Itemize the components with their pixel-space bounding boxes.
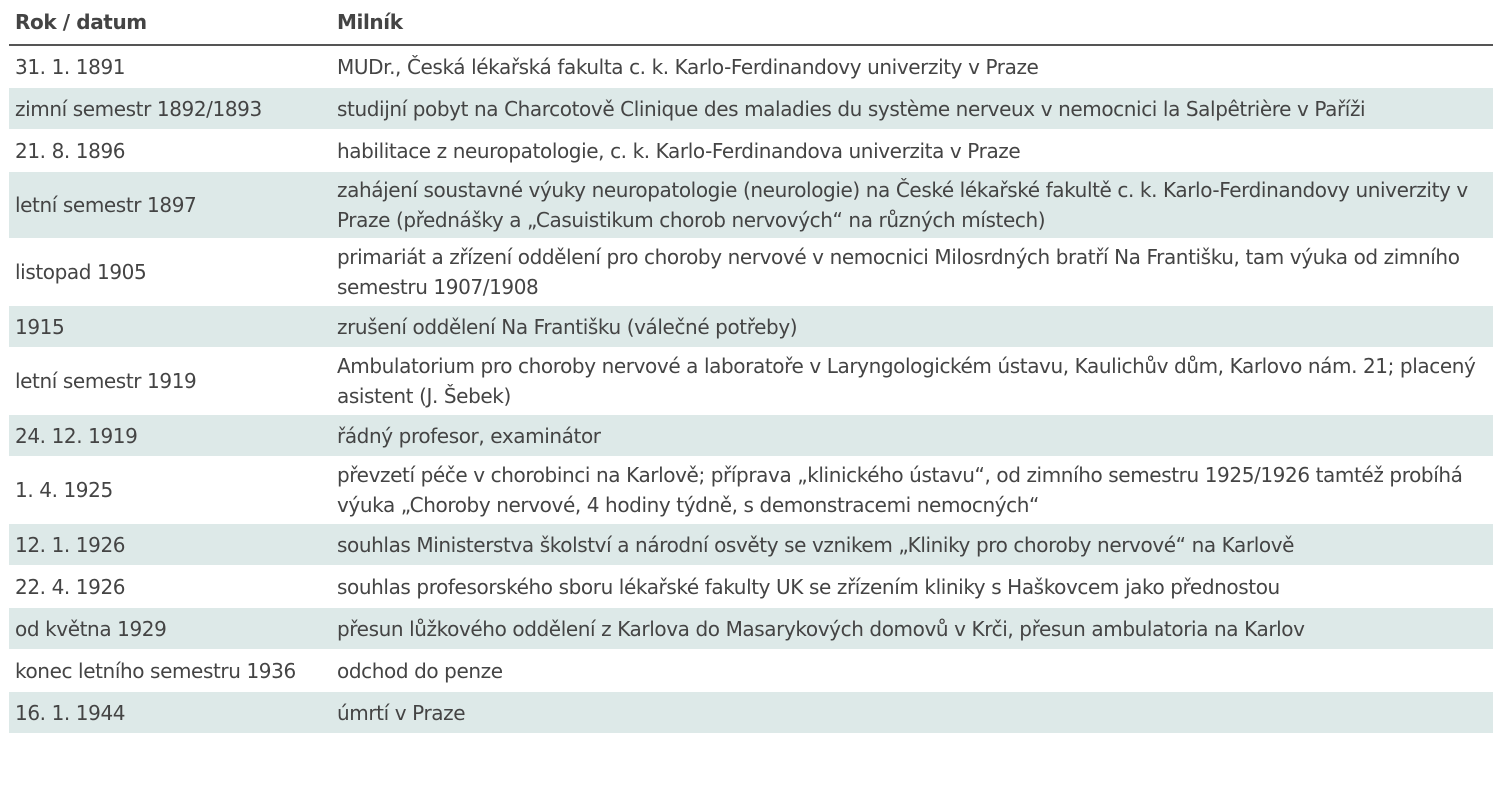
milestone-cell: zahájení soustavné výuky neuropatologie (neurologie) na České lékařské fakultě c. k. Karlo-Ferdinandovy univerzity v Praze (přednášky a „Casuistikum chorob nervových“ na různých místech) [329,172,1493,239]
milestones-table [9,0,1493,733]
header-row [9,0,1493,45]
milestone-cell: převzetí péče v chorobinci na Karlově; příprava „klinického ústavu“, od zimního semestru 1925/1926 tamtéž probíhá výuka „Choroby nervové, 4 hodiny týdně, s demonstracemi nemocných“ [329,457,1493,524]
table-row [9,566,1493,608]
milestone-cell: přesun lůžkového oddělení z Karlova do Masarykových domovů v Krči, přesun ambulatoria na Karlov [329,608,1493,650]
table-row [9,608,1493,650]
date-cell: od května 1929 [9,608,329,650]
milestone-cell: MUDr., Česká lékařská fakulta c. k. Karlo-Ferdinandovy univerzity v Praze [329,45,1493,88]
date-cell: 22. 4. 1926 [9,566,329,608]
table-row [9,457,1493,524]
table-row [9,239,1493,306]
date-cell: zimní semestr 1892/1893 [9,88,329,130]
milestone-cell: řádný profesor, examinátor [329,415,1493,457]
milestone-cell: odchod do penze [329,650,1493,692]
milestone-cell: úmrtí v Praze [329,692,1493,734]
milestone-cell: souhlas Ministerstva školství a národní osvěty se vznikem „Kliniky pro choroby nervové“ na Karlově [329,524,1493,566]
table-row [9,524,1493,566]
date-cell: 21. 8. 1896 [9,130,329,172]
milestone-cell: studijní pobyt na Charcotově Clinique des maladies du système nerveux v nemocnici la Salpêtrière v Paříži [329,88,1493,130]
date-cell: listopad 1905 [9,239,329,306]
table-row [9,45,1493,88]
date-cell: 12. 1. 1926 [9,524,329,566]
table-row [9,348,1493,415]
table-row [9,130,1493,172]
column-header-date: Rok / datum [9,0,329,45]
date-cell: 1915 [9,306,329,348]
date-cell: 31. 1. 1891 [9,45,329,88]
table-row [9,88,1493,130]
date-cell: 16. 1. 1944 [9,692,329,734]
date-cell: 1. 4. 1925 [9,457,329,524]
milestone-cell: habilitace z neuropatologie, c. k. Karlo-Ferdinandova univerzita v Praze [329,130,1493,172]
table-row [9,415,1493,457]
milestone-cell: Ambulatorium pro choroby nervové a laboratoře v Laryngologickém ústavu, Kaulichův dům, Karlovo nám. 21; placený asistent (J. Šebek) [329,348,1493,415]
table-row [9,306,1493,348]
column-header-milestone: Milník [329,0,1493,45]
date-cell: letní semestr 1897 [9,172,329,239]
milestone-cell: zrušení oddělení Na Františku (válečné potřeby) [329,306,1493,348]
milestone-cell: primariát a zřízení oddělení pro choroby nervové v nemocnici Milosrdných bratří Na Františku, tam výuka od zimního semestru 1907/1908 [329,239,1493,306]
date-cell: 24. 12. 1919 [9,415,329,457]
table-row [9,692,1493,734]
date-cell: letní semestr 1919 [9,348,329,415]
date-cell: konec letního semestru 1936 [9,650,329,692]
table-row [9,172,1493,239]
table-row [9,650,1493,692]
milestone-cell: souhlas profesorského sboru lékařské fakulty UK se zřízením kliniky s Haškovcem jako přednostou [329,566,1493,608]
